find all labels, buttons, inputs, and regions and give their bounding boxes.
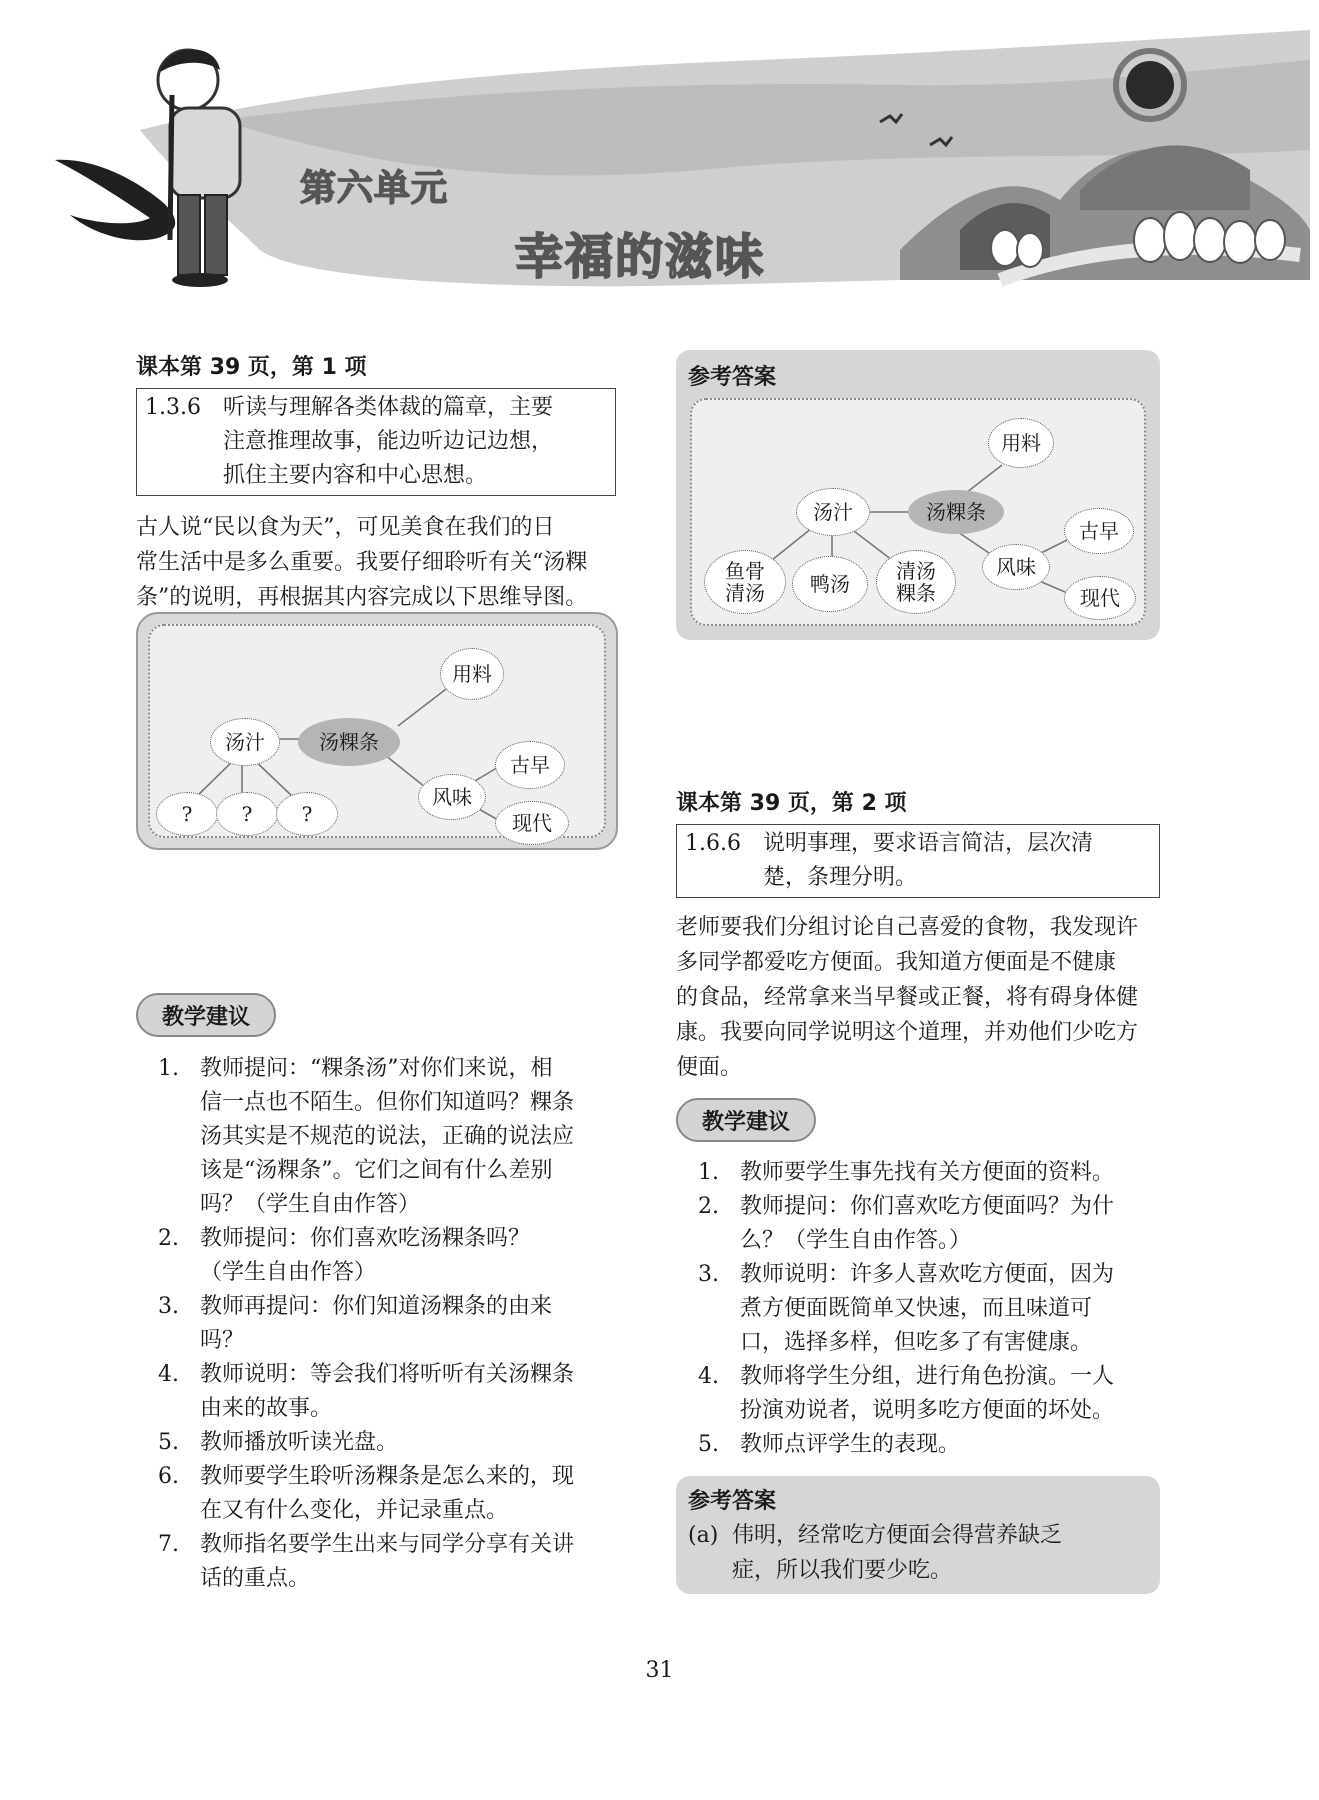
list-item: 4. 教师将学生分组，进行角色扮演。一人 扮演劝说者，说明多吃方便面的坏处。 — [698, 1364, 1115, 1423]
curriculum-standard-box-2 — [676, 824, 1160, 898]
answer-text — [688, 1518, 1150, 1588]
intro-paragraph — [136, 510, 626, 615]
paragraph-line: 多同学都爱吃方便面。我知道方便面是不健康 — [676, 950, 1117, 975]
answer-node-ingredient: 用料 — [988, 418, 1054, 468]
node-center: 汤粿条 — [298, 718, 400, 766]
list-item: 2. 教师提问：你们喜欢吃汤粿条吗？ （学生自由作答） — [158, 1226, 531, 1285]
page-number: 31 — [645, 1658, 674, 1683]
list-item: 3. 教师再提问：你们知道汤粿条的由来 吗？ — [158, 1294, 553, 1353]
node-soup: 汤汁 — [210, 718, 280, 766]
node-ingredient: 用料 — [440, 648, 504, 700]
standard-line: 抓住主要内容和中心思想。 — [223, 463, 488, 488]
answer-node-clear: 清汤 粿条 — [876, 550, 956, 614]
paragraph-line: 便面。 — [676, 1055, 743, 1080]
mindmap-exercise — [136, 612, 618, 850]
section-heading-2: 课本第 39 页，第 2 项 — [676, 791, 907, 816]
answer-node-soup: 汤汁 — [796, 488, 870, 536]
teaching-tips-label: 教学建议 — [136, 993, 276, 1037]
answer-title: 参考答案 — [688, 365, 777, 390]
node-old: 古早 — [495, 741, 565, 789]
list-item: 3. 教师说明：许多人喜欢吃方便面，因为 煮方便面既简单又快速，而且味道可 口，选择多样，但吃多了有害健康。 — [698, 1262, 1115, 1355]
answer-node-old: 古早 — [1064, 508, 1134, 554]
node-modern: 现代 — [495, 801, 569, 845]
standard-line: 注意推理故事，能边听边记边想， — [223, 429, 554, 454]
list-item: 5. 教师播放听读光盘。 — [158, 1430, 399, 1455]
curriculum-standard-box — [136, 388, 616, 496]
mindmap-inner — [148, 624, 606, 838]
instant-noodle-paragraph — [676, 910, 1166, 1085]
node-blank: ? — [216, 792, 278, 836]
answer-line: 症，所以我们要少吃。 — [732, 1558, 953, 1583]
answer-node-fishbone: 鱼骨 清汤 — [704, 550, 786, 614]
paragraph-line: 古人说“民以食为天”，可见美食在我们的日 — [136, 515, 555, 540]
answer-mindmap-inner — [690, 398, 1146, 626]
standard-code: 1.6.6 — [685, 831, 741, 856]
answer-node-center: 汤粿条 — [908, 490, 1004, 534]
standard-line: 楚，条理分明。 — [763, 865, 918, 890]
standard-line: 听读与理解各类体裁的篇章，主要 — [223, 395, 554, 420]
answer-node-duck: 鸭汤 — [792, 556, 868, 612]
teaching-list-left — [158, 1052, 628, 1596]
list-item: 2. 教师提问：你们喜欢吃方便面吗？为什 么？（学生自由作答。） — [698, 1194, 1115, 1253]
node-flavor: 风味 — [418, 774, 486, 820]
list-item: 1. 教师要学生事先找有关方便面的资料。 — [698, 1160, 1115, 1185]
node-blank: ? — [276, 792, 338, 836]
list-item: 5. 教师点评学生的表现。 — [698, 1432, 961, 1457]
list-item: 1. 教师提问：“粿条汤”对你们来说，相 信一点也不陌生。但你们知道吗？粿条 汤其实是不规范的说法，正确的说法应 该是“汤粿条”。它们之间有什么差别 吗？（学生自由作答） — [158, 1056, 575, 1217]
paragraph-line: 的食品，经常拿来当早餐或正餐，将有碍身体健 — [676, 985, 1139, 1010]
list-item: 7. 教师指名要学生出来与同学分享有关讲 话的重点。 — [158, 1532, 575, 1591]
answer-panel-mindmap — [676, 350, 1160, 640]
teaching-list-right — [698, 1156, 1168, 1462]
teaching-tips-label-2: 教学建议 — [676, 1098, 816, 1142]
unit-label: 第六单元 — [300, 168, 449, 209]
answer-title: 参考答案 — [688, 1489, 777, 1514]
paragraph-line: 常生活中是多么重要。我要仔细聆听有关“汤粿 — [136, 550, 588, 575]
answer-line: 伟明，经常吃方便面会得营养缺乏 — [732, 1523, 1063, 1548]
node-blank: ? — [156, 792, 218, 836]
answer-node-modern: 现代 — [1064, 576, 1136, 620]
paragraph-line: 老师要我们分组讨论自己喜爱的食物，我发现许 — [676, 915, 1139, 940]
answer-panel-2 — [676, 1476, 1160, 1594]
boy-illustration — [158, 50, 240, 287]
list-item: 6. 教师要学生聆听汤粿条是怎么来的，现 在又有什么变化，并记录重点。 — [158, 1464, 575, 1523]
answer-node-flavor: 风味 — [982, 544, 1050, 590]
section-heading-1: 课本第 39 页，第 1 项 — [136, 355, 367, 380]
unit-title: 幸福的滋味 — [515, 229, 766, 285]
list-item: 4. 教师说明：等会我们将听听有关汤粿条 由来的故事。 — [158, 1362, 575, 1421]
standard-line: 说明事理，要求语言简洁，层次清 — [763, 831, 1094, 856]
paragraph-line: 条”的说明，再根据其内容完成以下思维导图。 — [136, 585, 588, 610]
answer-label: (a) — [688, 1523, 719, 1548]
standard-code: 1.3.6 — [145, 395, 201, 420]
paragraph-line: 康。我要向同学说明这个道理，并劝他们少吃方 — [676, 1020, 1139, 1045]
unit-banner — [0, 0, 1319, 300]
